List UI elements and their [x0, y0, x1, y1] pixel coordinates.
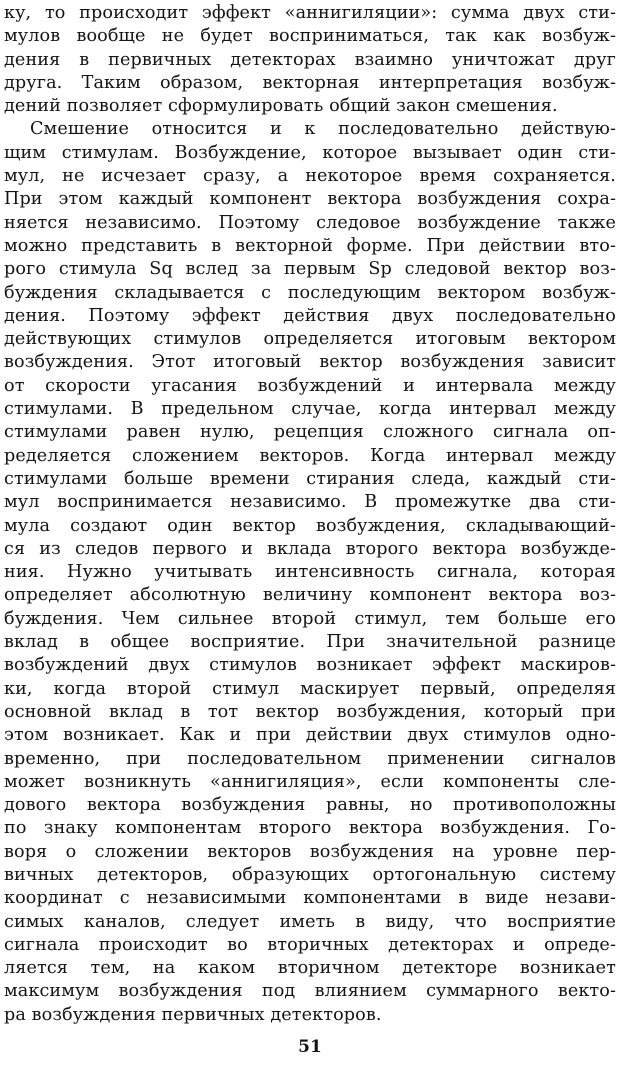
text-line: дового вектора возбуждения равны, но противоположны: [4, 795, 616, 816]
text-line: мул, не исчезает сразу, а некоторое время сохраняется.: [4, 166, 616, 187]
text-line: этом возникает. Как и при действии двух стимулов одно-: [4, 725, 616, 746]
text-line: определяет абсолютную величину компонент вектора воз-: [4, 585, 616, 606]
text-line: ния. Нужно учитывать интенсивность сигнала, которая: [4, 562, 616, 583]
text-line: ра возбуждения первичных детекторов.: [4, 1004, 382, 1025]
text-line: симых каналов, следует иметь в виду, что восприятие: [4, 911, 616, 932]
text-line: Смешение относится и к последовательно действую-: [30, 119, 616, 140]
text-line: друга. Таким образом, векторная интерпретация возбуж-: [4, 72, 616, 93]
text-line: дения в первичных детекторах взаимно уничтожат друг: [4, 49, 616, 70]
text-line: основной вклад в тот вектор возбуждения, который при: [4, 701, 616, 722]
text-line: няется независимо. Поэтому следовое возбуждение также: [4, 212, 616, 233]
text-line: действующих стимулов определяется итоговым вектором: [4, 329, 616, 350]
text-line: мулов вообще не будет восприниматься, так как возбуж-: [4, 26, 616, 47]
text-line: временно, при последовательном применении сигналов: [4, 748, 616, 769]
text-line: При этом каждый компонент вектора возбуждения сохра-: [4, 189, 616, 210]
text-line: буждения. Чем сильнее второй стимул, тем больше его: [4, 608, 616, 629]
text-line: ся из следов первого и вклада второго вектора возбужде-: [4, 538, 616, 559]
text-line: возбуждений двух стимулов возникает эффект маскиров-: [4, 655, 616, 676]
body-text: [4, 2, 616, 1027]
text-line: рого стимула Sq вслед за первым Sp следовой вектор воз-: [4, 259, 616, 280]
text-line: мул воспринимается независимо. В промежутке два сти-: [4, 492, 616, 513]
text-line: ку, то происходит эффект «аннигиляции»: сумма двух сти-: [4, 3, 616, 23]
text-line: по знаку компонентам второго вектора возбуждения. Го-: [4, 818, 616, 839]
text-line: воря о сложении векторов возбуждения на уровне пер-: [4, 841, 616, 862]
text-line: ределяется сложением векторов. Когда интервал между: [4, 445, 616, 466]
text-line: вклад в общее восприятие. При значительной разнице: [4, 632, 616, 653]
text-line: стимулами. В предельном случае, когда интервал между: [4, 399, 616, 420]
text-line: ки, когда второй стимул маскирует первый, определяя: [4, 678, 616, 699]
text-line: вичных детекторов, образующих ортогональную систему: [4, 864, 616, 885]
text-line: от скорости угасания возбуждений и интервала между: [4, 375, 616, 396]
text-line: дения. Поэтому эффект действия двух последовательно: [4, 305, 616, 326]
text-line: дений позволяет сформулировать общий закон смешения.: [4, 96, 558, 117]
text-line: стимулами больше времени стирания следа, каждый сти-: [4, 468, 616, 489]
text-line: мула создают один вектор возбуждения, складывающий-: [4, 515, 616, 536]
text-line: может возникнуть «аннигиляция», если компоненты сле-: [4, 771, 616, 792]
text-line: сигнала происходит во вторичных детекторах и опреде-: [4, 934, 616, 955]
text-line: координат с независимыми компонентами в виде незави-: [4, 888, 616, 909]
page-number: 51: [298, 1037, 322, 1057]
text-line: щим стимулам. Возбуждение, которое вызывает один сти-: [4, 142, 616, 163]
text-line: можно представить в векторной форме. При действии вто-: [4, 235, 616, 256]
text-line: максимум возбуждения под влиянием суммарного векто-: [4, 981, 616, 1002]
text-line: буждения складывается с последующим вектором возбуж-: [4, 282, 616, 303]
text-line: возбуждения. Этот итоговый вектор возбуждения зависит: [4, 352, 616, 373]
text-line: ляется тем, на каком вторичном детекторе возникает: [4, 958, 616, 979]
text-line: стимулами равен нулю, рецепция сложного сигнала оп-: [4, 422, 616, 443]
